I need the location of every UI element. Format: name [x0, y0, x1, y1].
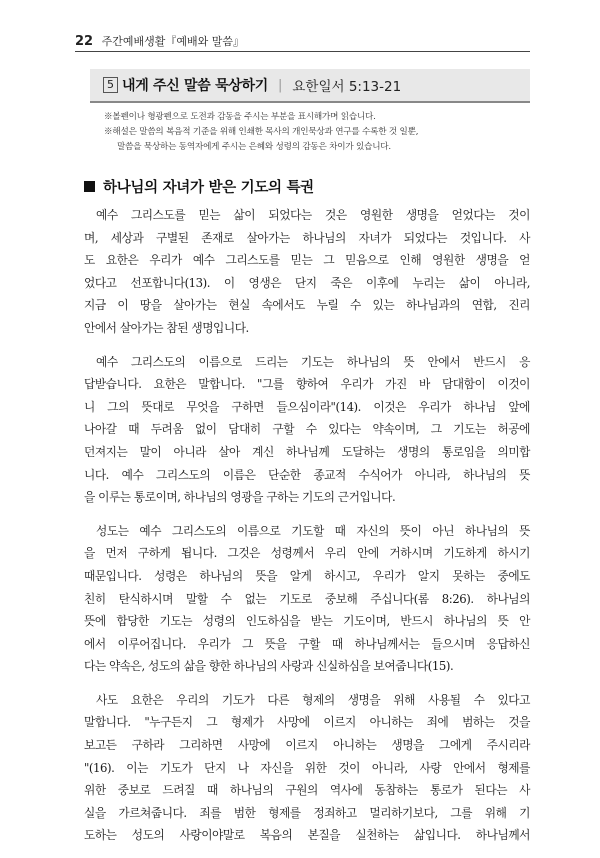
reading-notes — [104, 110, 504, 155]
text-line: 뜻에 합당한 기도는 성령의 인도하심을 받는 기도이며, 반드시 하나님의 뜻 안 — [84, 614, 530, 629]
text-line: 보고든 구하라 그리하면 사망에 이르지 아니하는 생명을 그에게 주시리라 — [84, 738, 530, 753]
text-line: 위한 중보로 드려질 때 하나님의 구원의 역사에 동참하는 통로가 된다는 사 — [84, 783, 530, 798]
text-line: 었다고 선포합니다(13). 이 영생은 단지 죽은 이후에 누리는 삶이 아니라, — [84, 275, 530, 290]
body-text — [84, 204, 530, 858]
section-heading — [84, 176, 314, 197]
text-line: 때문입니다. 성령은 하나님의 뜻을 알게 하시고, 우리가 알지 못하는 중에도 — [84, 568, 530, 583]
text-line: 니다. 예수 그리스도의 이름은 단순한 종교적 수식어가 아니라, 하나님의 뜻 — [84, 467, 530, 482]
running-head — [75, 33, 244, 49]
text-line: 답받습니다. 요한은 말합니다. "그를 향하여 우리가 가진 바 담대함이 이것이 — [84, 377, 530, 392]
text-line: 도하는 성도의 사랑이야말로 복음의 본질을 실천하는 삶입니다. 하나님께서 — [84, 828, 530, 843]
header-rule — [75, 51, 530, 52]
text-line: 성도는 예수 그리스도의 이름으로 기도할 때 자신의 뜻이 아닌 하나님의 뜻 — [96, 523, 530, 538]
text-line: 실을 가르쳐줍니다. 죄를 범한 형제를 정죄하고 멀리하기보다, 그를 위해 기 — [84, 805, 530, 820]
note-line: ※해설은 말씀의 복음적 기준을 위해 인쇄한 목사의 개인묵상과 연구를 수록한 것 일뿐, — [104, 127, 419, 137]
text-line: 지금 이 땅을 살아가는 현실 속에서도 누릴 수 있는 하나님과의 연합, 진리 — [84, 298, 530, 313]
paragraph — [84, 351, 530, 509]
title-separator: | — [277, 77, 283, 93]
scripture-reference: 요한일서 5:13-21 — [292, 79, 402, 95]
text-line: 을 먼저 구하게 됩니다. 그것은 성령께서 우리 안에 거하시며 기도하게 하시기 — [84, 546, 530, 561]
text-line: 던져지는 말이 아니라 살아 계신 하나님께 도달하는 생명의 통로임을 의미합 — [84, 444, 530, 459]
section-title: 내게 주신 말씀 묵상하기 — [122, 78, 268, 94]
section-heading-text: 하나님의 자녀가 받은 기도의 특권 — [103, 180, 314, 196]
note-line: 말씀을 묵상하는 동역자에게 주시는 은혜와 성령의 감동은 차이가 있습니다. — [117, 142, 391, 152]
text-line: 말합니다. "누구든지 그 형제가 사망에 이르지 아니하는 죄에 범하는 것을 — [84, 715, 530, 730]
section-title-box — [90, 69, 530, 103]
book-title: 주간예배생활『예배와 말씀』 — [101, 35, 244, 48]
text-line: 친히 탄식하시며 말할 수 없는 기도로 중보해 주십니다(롬 8:26). 하나님의 — [84, 591, 530, 606]
text-line: 을 이루는 통로이며, 하나님의 영광을 구하는 기도의 근거입니다. — [84, 490, 396, 505]
page-number: 22 — [75, 34, 94, 49]
text-line: 에서 이루어집니다. 우리가 그 뜻을 구할 때 하나님께서는 들으시며 응답하신 — [84, 636, 530, 651]
text-line: 도 요한은 우리가 예수 그리스도를 믿는 그 믿음으로 인해 영원한 생명을 얻 — [84, 253, 530, 268]
square-bullet-icon — [84, 181, 95, 192]
section-number: 5 — [103, 77, 118, 93]
note-line: ※볼펜이나 형광펜으로 도전과 감동을 주시는 부분을 표시해가며 읽습니다. — [104, 112, 376, 122]
text-line: 사도 요한은 우리의 기도가 다른 형제의 생명을 위해 사용될 수 있다고 — [96, 692, 530, 707]
paragraph — [84, 520, 530, 678]
text-line: 다는 약속은, 성도의 삶을 향한 하나님의 사랑과 신실하심을 보여줍니다(15). — [84, 659, 454, 674]
text-line: 예수 그리스도를 믿는 삶이 되었다는 것은 영원한 생명을 얻었다는 것이 — [96, 208, 530, 222]
text-line: 예수 그리스도의 이름으로 드리는 기도는 하나님의 뜻 안에서 반드시 응 — [96, 354, 530, 369]
text-line: "(16). 이는 기도가 단지 나 자신을 위한 것이 아니라, 사랑 안에서 형제를 — [84, 760, 530, 775]
text-line: 안에서 살아가는 참된 생명입니다. — [84, 320, 249, 335]
paragraph — [84, 204, 530, 340]
text-line: 나아갈 때 두려움 없이 담대히 구할 수 있다는 약속이며, 그 기도는 허공에 — [84, 422, 530, 437]
paragraph — [84, 689, 530, 847]
text-line: 며, 세상과 구별된 존재로 살아가는 하나님의 자녀가 되었다는 것입니다. 사 — [84, 230, 530, 245]
text-line: 니 그의 뜻대로 무엇을 구하면 들으심이라"(14). 이것은 우리가 하나님 앞에 — [84, 399, 530, 414]
